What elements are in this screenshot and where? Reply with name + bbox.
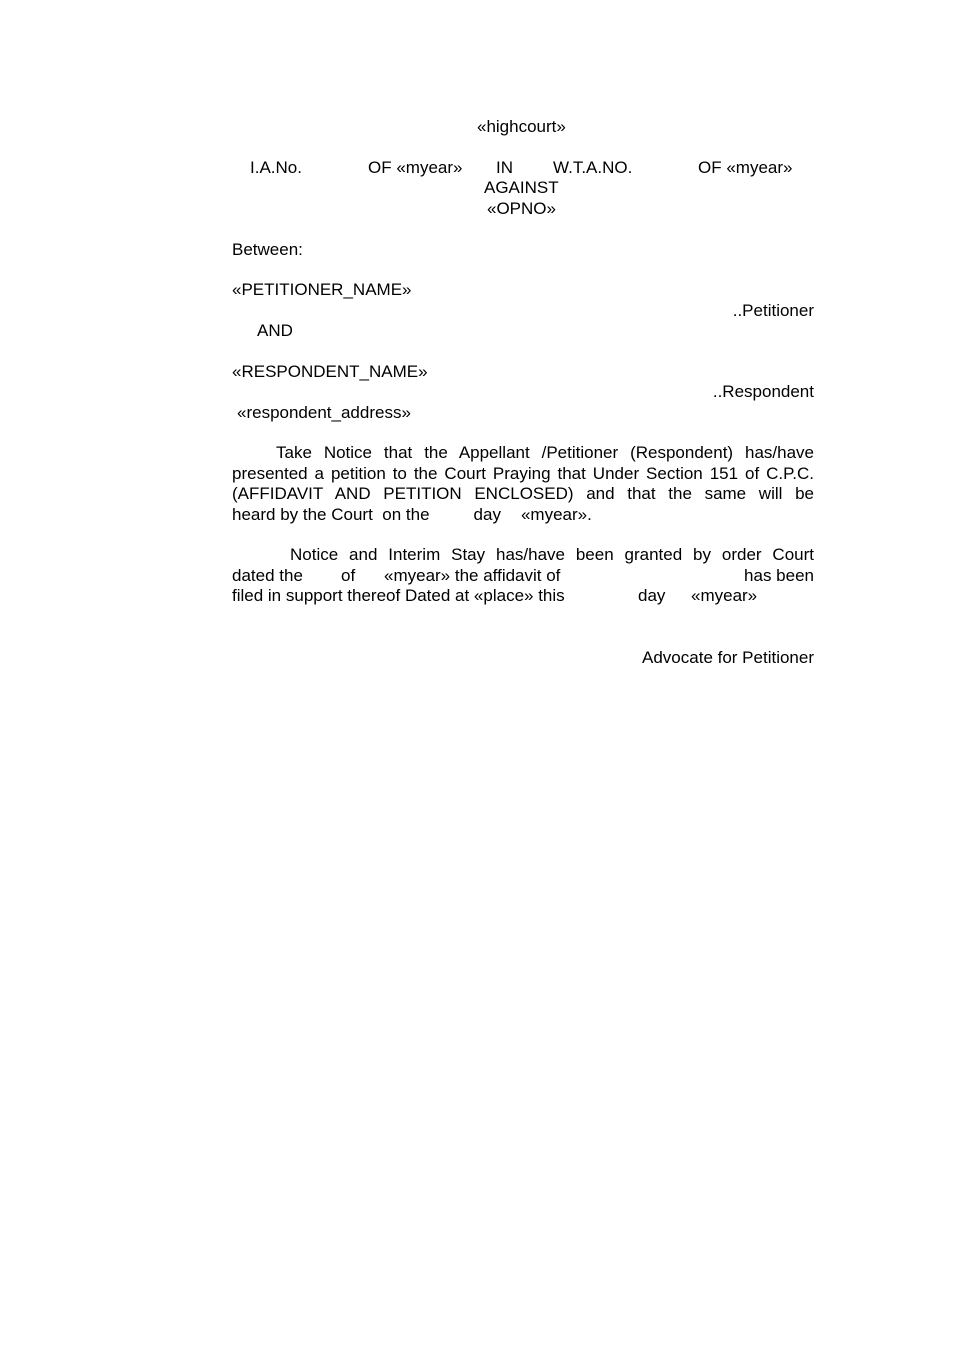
- stay-paragraph: [232, 545, 814, 566]
- ia-number-label: I.A.No.: [250, 158, 302, 177]
- wta-year: OF «myear»: [698, 158, 793, 177]
- stay-line-2-dated: dated the: [232, 566, 303, 585]
- in-label: IN: [496, 158, 513, 177]
- advocate-signature-label: Advocate for Petitioner: [642, 648, 814, 667]
- notice-line-4: [232, 505, 814, 526]
- ia-year: OF «myear»: [368, 158, 463, 177]
- stay-line-1: Notice and Interim Stay has/have been granted by order Court: [290, 545, 814, 564]
- notice-line-4-text: heard by the Court on the: [232, 504, 430, 524]
- notice-line-3: (AFFIDAVIT AND PETITION ENCLOSED) and that the same will be: [232, 484, 814, 503]
- court-name: «highcourt»: [477, 117, 566, 136]
- stay-line-2-has-been: has been: [744, 566, 814, 585]
- respondent-address: «respondent_address»: [237, 403, 411, 422]
- petitioner-name: «PETITIONER_NAME»: [232, 280, 412, 299]
- stay-line-2-affidavit: «myear» the affidavit of: [384, 566, 561, 585]
- notice-paragraph: [232, 443, 814, 525]
- stay-line-2-of: of: [341, 566, 356, 585]
- respondent-name: «RESPONDENT_NAME»: [232, 362, 428, 381]
- between-label: Between:: [232, 240, 303, 259]
- and-label: AND: [257, 321, 293, 340]
- notice-line-4-year: «myear».: [520, 504, 592, 524]
- notice-line-1: Take Notice that the Appellant /Petitioner (Respondent) has/have: [276, 443, 814, 462]
- against-label: AGAINST: [484, 178, 559, 197]
- op-number: «OPNO»: [487, 199, 556, 218]
- notice-line-2: presented a petition to the Court Praying that Under Section 151 of C.P.C.: [232, 463, 814, 483]
- petitioner-role: ..Petitioner: [732, 301, 814, 320]
- notice-line-4-day: day: [473, 504, 501, 524]
- stay-line-3-year: «myear»: [691, 586, 758, 605]
- wta-number-label: W.T.A.NO.: [553, 158, 633, 177]
- stay-line-3-filed: filed in support thereof Dated at «place» this: [232, 586, 565, 605]
- respondent-role: ..Respondent: [712, 382, 814, 401]
- stay-line-3-day: day: [638, 586, 666, 605]
